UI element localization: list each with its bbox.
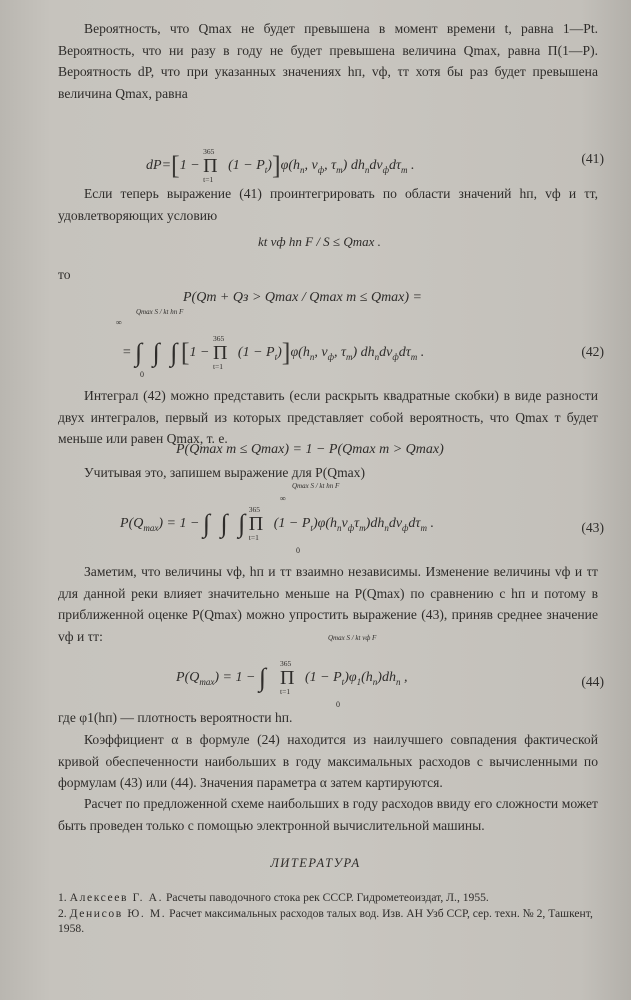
reference-1-author: Алексеев Г. А. [69,891,164,904]
eq42-upper-limit: Qmax S / kt hп F [136,308,184,316]
eq41-product-lower: t=1 [203,175,214,184]
eq43-upper-limit: Qmax S / kt hп F [292,482,340,490]
reference-1 [58,890,598,905]
reference-1-text: Расчеты паводочного стока рек СССР. Гидрометеоиздат, Л., 1955. [163,891,489,904]
reference-2-number: 2. [58,907,67,920]
equation-42-number: (42) [581,344,604,359]
eq44-product-lower: t=1 [280,687,291,696]
equation-43-number: (43) [581,520,604,535]
paragraph-7: где φ1(hп) — плотность вероятности hп. [58,710,293,725]
paragraph-1: Вероятность, что Qmax не будет превышена в момент времени t, равна 1—Pt. Вероятность, что ни разу в году не будет превышена величина Qmax, равна Π(1—P). Вероятность dP, что при указанных значениях hп, vф, τт хотя бы раз будет превышена величина Qmax, равна [58,21,598,101]
eq44-product-upper: 365 [280,659,292,668]
condition-inequality [58,230,604,260]
eq41-product-upper: 365 [203,147,215,156]
paragraph-3: то [58,267,71,282]
eq44-upper-limit: Qmax S / kt vф F [328,634,377,642]
paragraph-4: Интеграл (42) можно представить (если раскрыть квадратные скобки) в виде разности двух интегралов, первый из которых представляет собой вероятность, что Qmax т будет меньше или равен Qmax, т. е. [58,388,598,446]
paragraph-8: Коэффициент α в формуле (24) находится из наилучшего совпадения фактической кривой обеспеченности наибольших в году максимальных расходов с вычисленными по формулам (43) или (44). Значения параметра α затем картируются. [58,732,598,790]
equation-41-number: (41) [581,151,604,166]
eq43-product-lower: t=1 [248,533,259,542]
eq42-infinity: ∞ [116,318,122,327]
eq42-product-lower: t=1 [212,362,224,371]
paragraph-2: Если теперь выражение (41) проинтегрировать по области значений hп, vф и τт, удовлетворяющих условию [58,186,598,223]
reference-2-text: Расчет максимальных расходов талых вод. Изв. АН Узб ССР, сер. техн. № 2, Ташкент, 1958. [58,907,593,935]
literature-heading: ЛИТЕРАТУРА [270,856,361,870]
eq43-lower-zero: 0 [296,546,300,555]
paragraph-5: Учитывая это, запишем выражение для P(Qmax) [84,465,365,480]
eq44-lower-zero: 0 [336,700,340,709]
eq42-product-upper: 365 [212,334,225,343]
reference-2 [58,906,598,936]
eq42-lower-zero: 0 [140,370,144,379]
equation-middle-text: P(Qmax т ≤ Qmax) = 1 − P(Qmax т > Qmax) [176,442,444,457]
paragraph-9: Расчет по предложенной схеме наибольших в году расходов ввиду его сложности может быть проведен только с помощью электронной вычислительной машины. [58,796,598,833]
equation-42-head-text: P(Qт + Qз > Qmax / Qmax т ≤ Qmax) = [183,290,422,305]
reference-2-author: Денисов Ю. М. [69,907,167,920]
eq43-infinity: ∞ [280,494,286,503]
equation-41: dP=[1 − Π 365 t=1 $(1 - P_t)]\varphi(h_п$, $v_ф$, $\tau_т$) $dh_пdv_фd\tau_т$ . (41) [146,147,604,184]
eq43-product-upper: 365 [248,505,261,514]
equation-42: Qmax S / kt hп F ∞ = ∫ ∫ ∫ [1 − Π 365 t=1 $(1 - P_t)]\varphi(h_п$, $v_ф$, $\tau_т$) $dh_пdv_фd\tau_т$ . 0 (42) [116,308,604,379]
paragraph-6: Заметим, что величины vф, hп и τт взаимно независимы. Изменение величины vф и τт для данной реки влияет значительно меньше на P(Qmax) по сравнению с hп и потому в приближенной оценке P(Qmax) можно упростить выражение (43), приняв среднее значение vф и τт: [58,564,598,644]
equation-43: Qmax S / kt hп F ∞ $P(Q_{max}) = 1$ − ∫ ∫ ∫ Π 365 t=1 $(1 - P_t)\varphi(h_пv_ф\tau_т)dh_пdv_фd\tau_т$ . 0 (43) [120,482,604,555]
equation-44-number: (44) [581,674,604,689]
reference-1-number: 1. [58,891,67,904]
equation-44: Qmax S / kt vф F $P(Q_{max}) = 1$ − ∫ Π 365 t=1 $(1 - P_t)\varphi_1(h_п)dh_п$ , 0 (44) [176,634,604,709]
condition-text: kt vф hп F / S ≤ Qmax . [258,234,381,249]
